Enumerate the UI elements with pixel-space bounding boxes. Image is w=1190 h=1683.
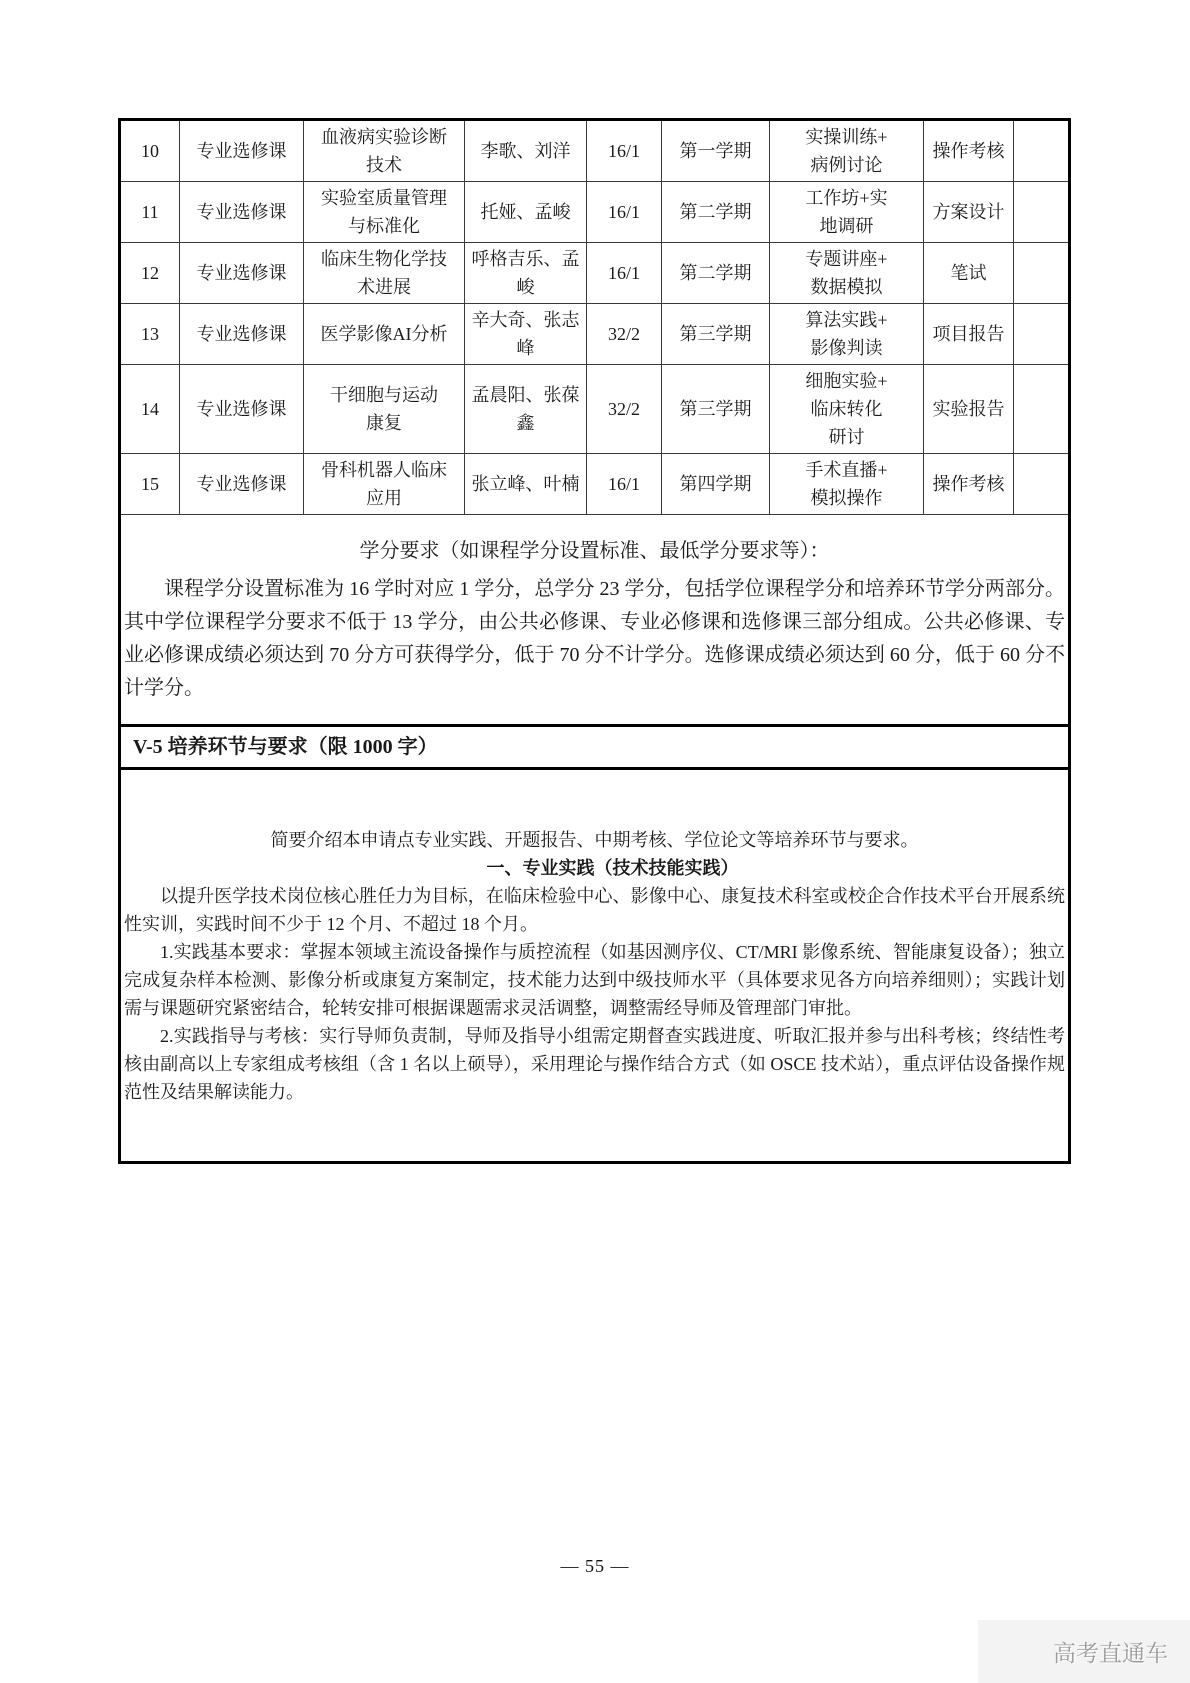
empty-cell bbox=[1014, 120, 1070, 182]
course-method-line: 数据模拟 bbox=[810, 277, 883, 297]
course-number: 12 bbox=[120, 243, 180, 304]
course-name-line: 干细胞与运动 bbox=[330, 385, 438, 405]
credit-requirements-row bbox=[120, 515, 1070, 726]
empty-cell bbox=[1014, 243, 1070, 304]
course-number: 14 bbox=[120, 365, 180, 454]
document-sheet bbox=[118, 118, 1068, 1164]
course-name-line: 医学影像AI分析 bbox=[320, 324, 448, 344]
course-teachers: 李歌、刘洋 bbox=[465, 120, 587, 182]
course-type: 专业选修课 bbox=[180, 182, 304, 243]
credit-requirements-body: 课程学分设置标准为 16 学时对应 1 学分，总学分 23 学分，包括学位课程学分和培养环节学分两部分。其中学位课程学分要求不低于 13 学分，由公共必修课、专业必修课和选修课三部分组成。公共必修课、专业必修课成绩必须达到 70 分方可获得学分，低于 70 分不计学分。选修课成绩必须达到 60 分，低于 60 分不计学分。 bbox=[124, 578, 1065, 699]
course-hours-credits: 16/1 bbox=[587, 182, 662, 243]
course-method bbox=[770, 304, 924, 365]
empty-cell bbox=[1014, 365, 1070, 454]
course-type: 专业选修课 bbox=[180, 454, 304, 515]
course-teachers: 托娅、孟峻 bbox=[465, 182, 587, 243]
course-semester: 第三学期 bbox=[662, 365, 770, 454]
course-hours-credits: 32/2 bbox=[587, 304, 662, 365]
course-method-line: 模拟操作 bbox=[810, 488, 883, 508]
course-name-line: 实验室质量管理 bbox=[321, 188, 447, 208]
section-intro: 简要介绍本申请点专业实践、开题报告、中期考核、学位论文等培养环节与要求。 bbox=[270, 829, 919, 850]
course-method-line: 研讨 bbox=[828, 427, 865, 447]
page-number: — 55 — bbox=[560, 1556, 630, 1576]
table-row bbox=[120, 243, 1070, 304]
course-hours-credits: 16/1 bbox=[587, 120, 662, 182]
course-number: 13 bbox=[120, 304, 180, 365]
watermark-strip bbox=[978, 1620, 1190, 1683]
course-teachers: 孟晨阳、张葆鑫 bbox=[465, 365, 587, 454]
course-name bbox=[304, 120, 465, 182]
section-content-cell bbox=[120, 769, 1070, 1163]
course-name bbox=[304, 304, 465, 365]
course-hours-credits: 16/1 bbox=[587, 243, 662, 304]
credit-requirements-title: 学分要求（如课程学分设置标准、最低学分要求等）： bbox=[359, 540, 830, 562]
course-name-line: 与标准化 bbox=[348, 216, 420, 236]
course-teachers: 辛大奇、张志峰 bbox=[465, 304, 587, 365]
watermark-text: 高考直通车 bbox=[1053, 1640, 1168, 1666]
course-assessment: 操作考核 bbox=[924, 454, 1014, 515]
course-method-line: 影像判读 bbox=[810, 338, 883, 358]
section-header-row bbox=[120, 726, 1070, 769]
empty-cell bbox=[1014, 182, 1070, 243]
course-semester: 第二学期 bbox=[662, 243, 770, 304]
course-semester: 第二学期 bbox=[662, 182, 770, 243]
course-semester: 第三学期 bbox=[662, 304, 770, 365]
course-method bbox=[770, 365, 924, 454]
course-name-line: 应用 bbox=[366, 488, 402, 508]
course-method bbox=[770, 454, 924, 515]
course-type: 专业选修课 bbox=[180, 365, 304, 454]
course-name-line: 临床生物化学技 bbox=[321, 249, 447, 269]
paragraph: 2.实践指导与考核：实行导师负责制，导师及指导小组需定期督查实践进度、听取汇报并参与出科考核；终结性考核由副高以上专家组成考核组（含 1 名以上硕导），采用理论与操作结合方式（如 OSCE 技术站），重点评估设备操作规范性及结果解读能力。 bbox=[124, 1025, 1065, 1102]
course-type: 专业选修课 bbox=[180, 304, 304, 365]
table-row bbox=[120, 120, 1070, 182]
course-name-line: 康复 bbox=[366, 413, 402, 433]
course-method-line: 工作坊+实 bbox=[805, 188, 888, 208]
course-type: 专业选修课 bbox=[180, 120, 304, 182]
course-method-line: 地调研 bbox=[819, 216, 874, 236]
course-method-line: 手术直播+ bbox=[805, 460, 888, 480]
paragraph: 以提升医学技术岗位核心胜任力为目标，在临床检验中心、影像中心、康复技术科室或校企合作技术平台开展系统性实训，实践时间不少于 12 个月、不超过 18 个月。 bbox=[124, 885, 1065, 934]
course-name bbox=[304, 243, 465, 304]
table-row bbox=[120, 454, 1070, 515]
empty-cell bbox=[1014, 304, 1070, 365]
course-name bbox=[304, 182, 465, 243]
course-method-line: 病例讨论 bbox=[810, 155, 883, 175]
course-method bbox=[770, 243, 924, 304]
course-method-line: 细胞实验+ bbox=[805, 371, 888, 391]
credit-requirements-cell bbox=[120, 515, 1070, 726]
subsection-heading: 一、专业实践（技术技能实践） bbox=[486, 857, 739, 878]
course-number: 10 bbox=[120, 120, 180, 182]
course-schedule-table bbox=[118, 118, 1071, 1164]
course-number: 15 bbox=[120, 454, 180, 515]
course-hours-credits: 32/2 bbox=[587, 365, 662, 454]
course-semester: 第四学期 bbox=[662, 454, 770, 515]
empty-cell bbox=[1014, 454, 1070, 515]
section-content-row bbox=[120, 769, 1070, 1163]
course-name bbox=[304, 454, 465, 515]
course-method-line: 实操训练+ bbox=[805, 127, 888, 147]
course-method bbox=[770, 120, 924, 182]
course-teachers: 呼格吉乐、孟峻 bbox=[465, 243, 587, 304]
course-method bbox=[770, 182, 924, 243]
course-assessment: 笔试 bbox=[924, 243, 1014, 304]
course-name-line: 血液病实验诊断 bbox=[321, 127, 447, 147]
course-assessment: 方案设计 bbox=[924, 182, 1014, 243]
table-row bbox=[120, 365, 1070, 454]
course-assessment: 项目报告 bbox=[924, 304, 1014, 365]
paragraph: 1.实践基本要求：掌握本领域主流设备操作与质控流程（如基因测序仪、CT/MRI 影像系统、智能康复设备）；独立完成复杂样本检测、影像分析或康复方案制定，技术能力达到中级技师水平（具体要求见各方向培养细则）；实践计划需与课题研究紧密结合，轮转安排可根据课题需求灵活调整，调整需经导师及管理部门审批。 bbox=[124, 941, 1065, 1018]
course-name bbox=[304, 365, 465, 454]
course-number: 11 bbox=[120, 182, 180, 243]
course-type: 专业选修课 bbox=[180, 243, 304, 304]
course-semester: 第一学期 bbox=[662, 120, 770, 182]
course-name-line: 技术 bbox=[366, 155, 402, 175]
table-row bbox=[120, 182, 1070, 243]
course-name-line: 骨科机器人临床 bbox=[321, 460, 447, 480]
course-method-line: 算法实践+ bbox=[805, 310, 888, 330]
course-assessment: 操作考核 bbox=[924, 120, 1014, 182]
section-header: V-5 培养环节与要求（限 1000 字） bbox=[120, 726, 1070, 769]
course-hours-credits: 16/1 bbox=[587, 454, 662, 515]
course-teachers: 张立峰、叶楠 bbox=[465, 454, 587, 515]
course-method-line: 临床转化 bbox=[810, 399, 883, 419]
course-name-line: 术进展 bbox=[357, 277, 411, 297]
table-row bbox=[120, 304, 1070, 365]
course-method-line: 专题讲座+ bbox=[805, 249, 888, 269]
course-assessment: 实验报告 bbox=[924, 365, 1014, 454]
